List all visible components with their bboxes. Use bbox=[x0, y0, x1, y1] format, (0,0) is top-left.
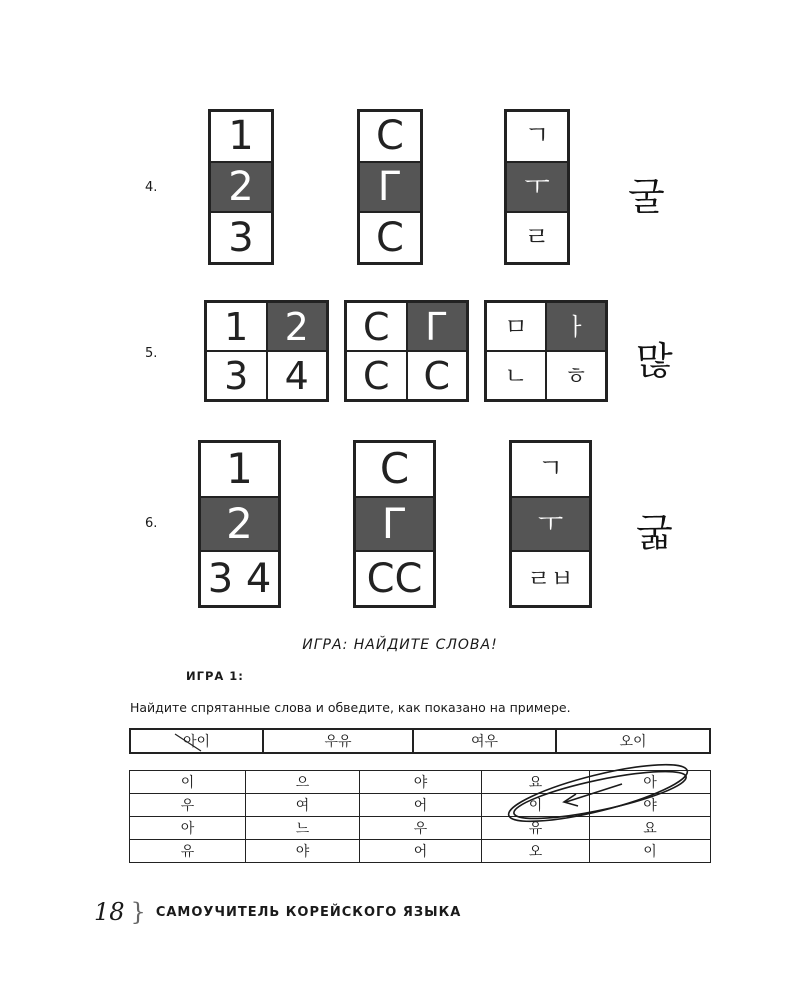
strikethrough-mark bbox=[131, 730, 262, 752]
grid-cell: ㄴ bbox=[486, 351, 546, 400]
grid-cell: 2 bbox=[210, 162, 272, 213]
letter-grid bbox=[357, 109, 423, 265]
grid-cell: 1 bbox=[210, 111, 272, 162]
grid-cell: 3 4 bbox=[200, 551, 279, 606]
page-number: 18 bbox=[94, 898, 125, 926]
table-row bbox=[130, 840, 711, 863]
letter-cell[interactable]: 요 bbox=[590, 817, 711, 840]
grid-cell: CC bbox=[355, 551, 434, 606]
grid-cell: ㄱ bbox=[511, 442, 590, 497]
grid-cell: ㅎ bbox=[546, 351, 606, 400]
grid-cell: ㄱ bbox=[506, 111, 568, 162]
game-instruction: Найдите спрятанные слова и обведите, как показано на примере. bbox=[130, 700, 571, 715]
grid-cell: ㅜ bbox=[506, 162, 568, 213]
letter-cell[interactable]: 여 bbox=[246, 794, 360, 817]
hangul-grid bbox=[504, 109, 570, 265]
result-syllable: 많 bbox=[636, 339, 673, 383]
grid-cell: 3 bbox=[206, 351, 267, 400]
letter-cell[interactable]: 야 bbox=[590, 794, 711, 817]
game-subheading: ИГРА 1: bbox=[186, 669, 244, 683]
letter-cell[interactable]: 요 bbox=[482, 771, 590, 794]
hangul-grid bbox=[484, 300, 608, 402]
grid-cell: C bbox=[359, 212, 421, 263]
letter-cell[interactable]: 유 bbox=[482, 817, 590, 840]
result-syllable: 굴 bbox=[628, 175, 665, 219]
book-title: САМОУЧИТЕЛЬ КОРЕЙСКОГО ЯЗЫКА bbox=[155, 904, 462, 920]
table-row bbox=[130, 771, 711, 794]
letter-cell[interactable]: 어 bbox=[360, 840, 482, 863]
number-grid bbox=[208, 109, 274, 265]
example-number: 5. bbox=[145, 346, 158, 361]
page-footer bbox=[94, 898, 461, 926]
brace-divider: } bbox=[130, 898, 146, 926]
grid-cell: ㄹ bbox=[506, 212, 568, 263]
number-grid bbox=[198, 440, 281, 608]
grid-cell: Г bbox=[359, 162, 421, 213]
grid-cell: 3 bbox=[210, 212, 272, 263]
letter-cell[interactable]: 유 bbox=[130, 840, 246, 863]
grid-cell: 2 bbox=[267, 302, 328, 351]
grid-cell: C bbox=[407, 351, 468, 400]
letter-cell[interactable]: 우 bbox=[360, 817, 482, 840]
word-cell: 우유 bbox=[263, 729, 413, 753]
word-cell: 오이 bbox=[556, 729, 710, 753]
grid-cell: Г bbox=[407, 302, 468, 351]
letter-cell[interactable]: 야 bbox=[360, 771, 482, 794]
number-grid bbox=[204, 300, 329, 402]
letter-cell[interactable]: 이 bbox=[482, 794, 590, 817]
grid-cell: C bbox=[355, 442, 434, 497]
letter-search-grid bbox=[129, 770, 711, 863]
letter-cell[interactable]: 아 bbox=[590, 771, 711, 794]
letter-cell[interactable]: 오 bbox=[482, 840, 590, 863]
letter-cell[interactable]: 야 bbox=[246, 840, 360, 863]
grid-cell: 4 bbox=[267, 351, 328, 400]
grid-cell: 1 bbox=[206, 302, 267, 351]
grid-cell: 1 bbox=[200, 442, 279, 497]
letter-cell[interactable]: 이 bbox=[590, 840, 711, 863]
word-cell: 여우 bbox=[413, 729, 556, 753]
grid-cell: Г bbox=[355, 497, 434, 552]
grid-cell: ㅜ bbox=[511, 497, 590, 552]
grid-cell: C bbox=[359, 111, 421, 162]
example-number: 4. bbox=[145, 180, 158, 195]
grid-cell: C bbox=[346, 302, 407, 351]
letter-cell[interactable]: 어 bbox=[360, 794, 482, 817]
table-row bbox=[130, 794, 711, 817]
letter-grid bbox=[344, 300, 469, 402]
grid-cell: ㅏ bbox=[546, 302, 606, 351]
letter-cell[interactable]: 이 bbox=[130, 771, 246, 794]
letter-cell[interactable]: 우 bbox=[130, 794, 246, 817]
word-cell bbox=[130, 729, 263, 753]
grid-cell: ㅁ bbox=[486, 302, 546, 351]
word-text: 아이 bbox=[182, 734, 211, 750]
word-list-table bbox=[129, 728, 711, 754]
hangul-grid bbox=[509, 440, 592, 608]
letter-cell[interactable]: 으 bbox=[246, 771, 360, 794]
grid-cell: 2 bbox=[200, 497, 279, 552]
grid-cell: ㄹㅂ bbox=[511, 551, 590, 606]
letter-cell[interactable]: 아 bbox=[130, 817, 246, 840]
game-heading: ИГРА: НАЙДИТЕ СЛОВА! bbox=[302, 637, 498, 653]
letter-cell[interactable]: 느 bbox=[246, 817, 360, 840]
grid-cell: C bbox=[346, 351, 407, 400]
example-number: 6. bbox=[145, 516, 158, 531]
result-syllable: 굷 bbox=[636, 511, 673, 555]
letter-grid bbox=[353, 440, 436, 608]
table-row bbox=[130, 817, 711, 840]
